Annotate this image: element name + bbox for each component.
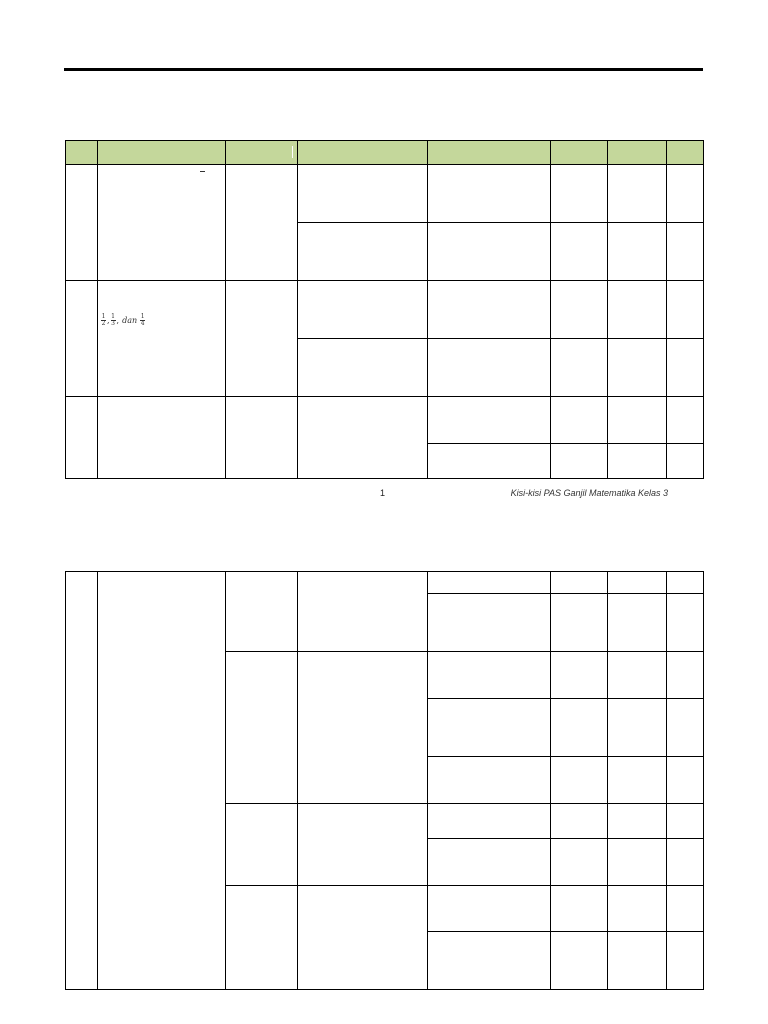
fraction-numerator: 1 (140, 313, 145, 320)
fraction-denominator: 4 (140, 320, 145, 327)
fraction-denominator: 2 (101, 320, 106, 327)
fraction-conjunction: dan (122, 316, 138, 325)
fraction-separator: , (116, 316, 120, 325)
fraction-numerator: 1 (111, 313, 115, 320)
fraction-third (111, 314, 116, 327)
fraction-denominator: 3 (111, 320, 115, 327)
table-header-fill (65, 140, 704, 164)
fraction-quarter (140, 314, 145, 327)
footer-document-title: Kisi-kisi PAS Ganjil Matematika Kelas 3 (510, 488, 668, 498)
fraction-numerator: 1 (101, 313, 106, 320)
fraction-expression (101, 314, 145, 327)
fraction-half (101, 314, 106, 327)
dash-mark (200, 171, 205, 172)
page-number: 1 (380, 488, 386, 498)
header-cell-marker (292, 146, 293, 158)
fraction-separator: , (107, 316, 110, 325)
table-2-grid (66, 571, 705, 990)
table-1-grid (65, 140, 704, 479)
